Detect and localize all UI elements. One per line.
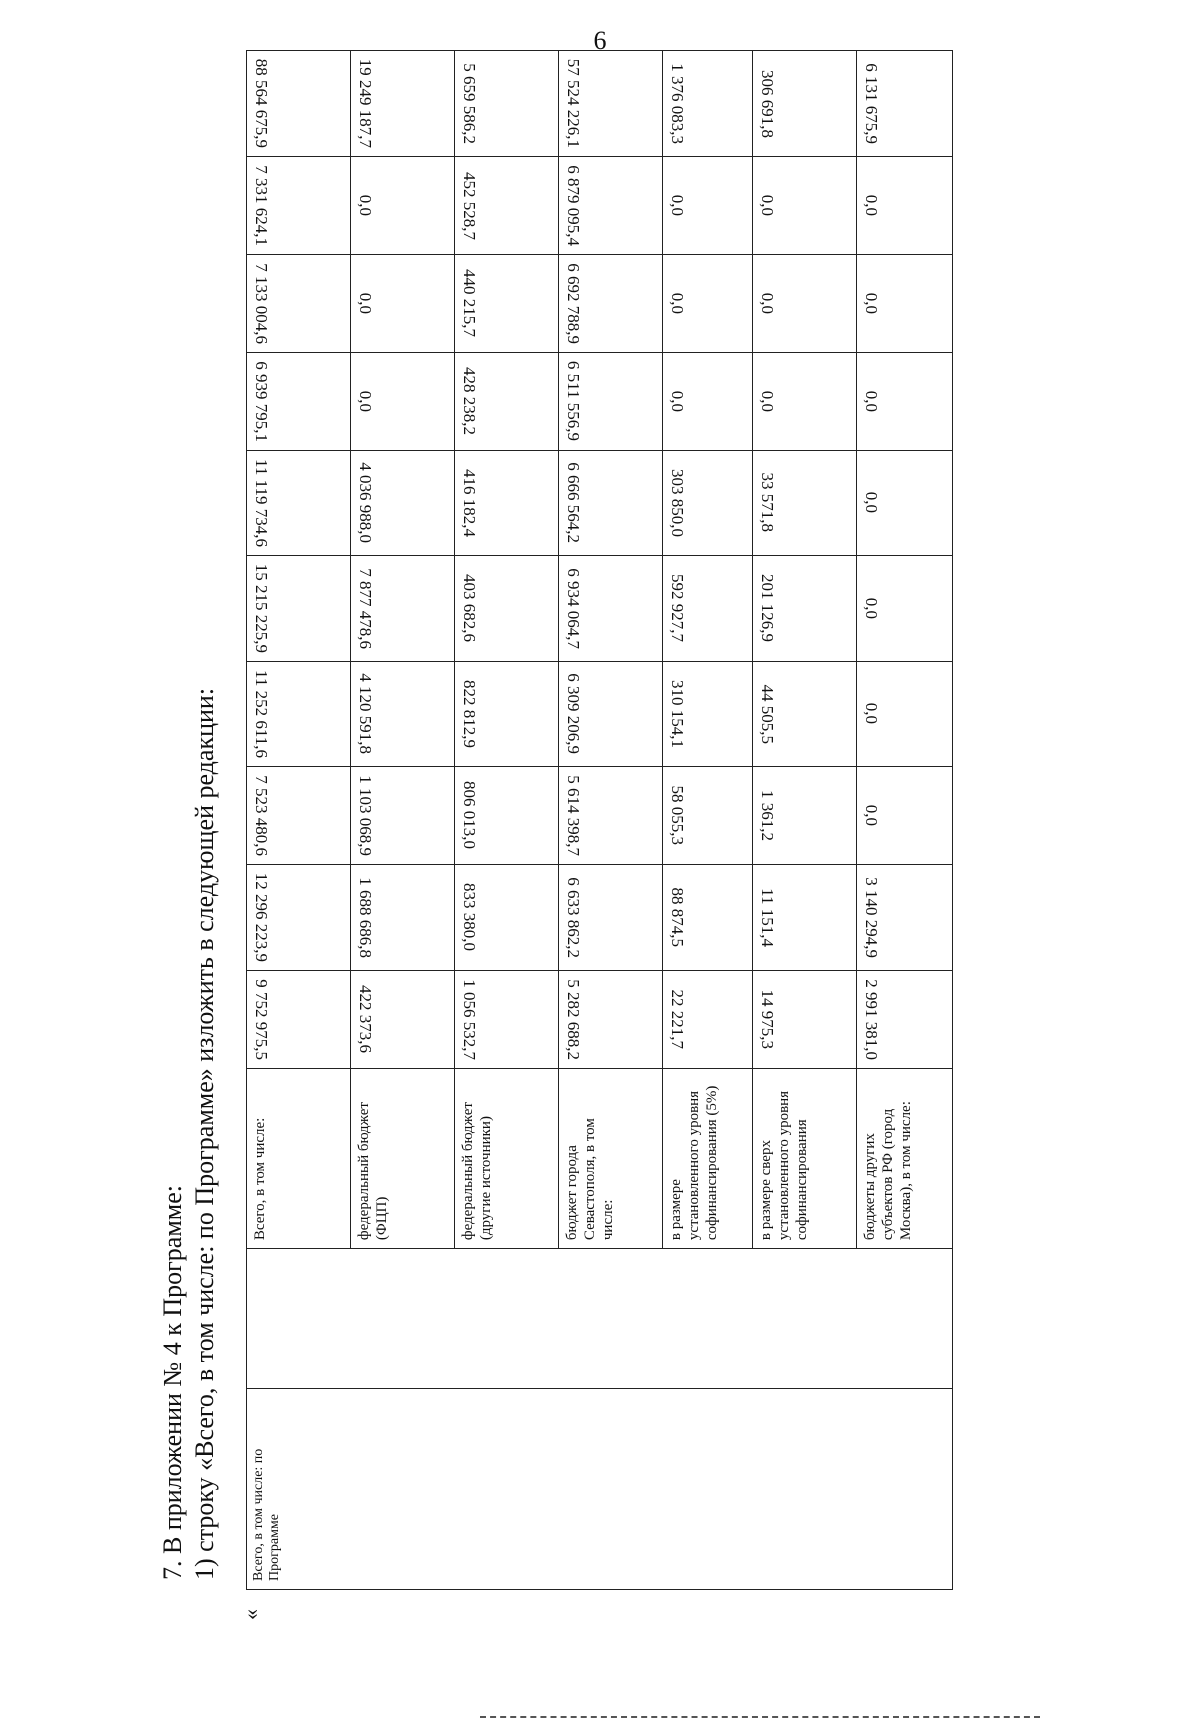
- value-text: 1 688 686,8: [356, 876, 375, 958]
- value-cell: [351, 51, 455, 157]
- value-text: 9 752 975,5: [252, 978, 271, 1060]
- value-text: 806 013,0: [460, 781, 479, 850]
- value-text: 2 991 381,0: [862, 978, 881, 1060]
- program-label-cell: Всего, в том числе: по Программе: [247, 1389, 953, 1590]
- row-label: бюджеты других субъектов РФ (город Москва), в том числе:: [857, 1068, 953, 1249]
- value-cell: [247, 51, 351, 157]
- value-text: 0,0: [862, 804, 881, 826]
- value-cell: [559, 352, 663, 450]
- value-text: 452 528,7: [460, 171, 479, 240]
- value-text: 7 331 624,1: [252, 165, 271, 247]
- value-text: 201 126,9: [758, 574, 777, 643]
- value-text: 19 249 187,7: [356, 59, 375, 149]
- value-cell: [247, 864, 351, 970]
- value-cell: [753, 864, 857, 970]
- value-cell: [559, 864, 663, 970]
- value-cell: [559, 450, 663, 555]
- value-text: 1 361,2: [758, 789, 777, 841]
- rotated-content: [158, 50, 1058, 1620]
- value-text: 6 879 095,4: [564, 165, 583, 247]
- row-label: Всего, в том числе:: [247, 1068, 351, 1249]
- value-text: 3 140 294,9: [862, 876, 881, 958]
- value-text: 5 614 398,7: [564, 774, 583, 856]
- value-cell: [857, 766, 953, 864]
- value-text: 303 850,0: [668, 468, 687, 537]
- value-text: 440 215,7: [460, 269, 479, 338]
- value-text: 592 927,7: [668, 574, 687, 643]
- value-cell: [663, 970, 753, 1068]
- value-cell: [559, 555, 663, 661]
- value-cell: [247, 766, 351, 864]
- value-cell: [753, 157, 857, 255]
- instruction-text: 1) строку «Всего, в том числе: по Программе» изложить в следующей редакции:: [190, 687, 219, 1580]
- value-cell: [351, 157, 455, 255]
- value-text: 310 154,1: [668, 679, 687, 748]
- value-text: 58 055,3: [668, 785, 687, 845]
- value-text: 0,0: [758, 292, 777, 315]
- value-cell: [351, 864, 455, 970]
- value-text: 6 934 064,7: [564, 567, 583, 649]
- value-cell: [455, 157, 559, 255]
- value-cell: [455, 450, 559, 555]
- value-text: 7 133 004,6: [252, 263, 271, 344]
- value-text: 5 659 586,2: [460, 63, 479, 145]
- value-text: 0,0: [668, 292, 687, 315]
- value-text: 0,0: [862, 597, 881, 619]
- value-text: 0,0: [668, 195, 687, 217]
- value-cell: [857, 51, 953, 157]
- footer-rule: [480, 1716, 1040, 1718]
- value-text: 0,0: [356, 292, 375, 315]
- value-cell: [857, 352, 953, 450]
- value-cell: [247, 450, 351, 555]
- value-text: 14 975,3: [758, 989, 777, 1049]
- value-cell: [559, 661, 663, 766]
- value-text: 11 252 611,6: [252, 669, 271, 758]
- value-text: 6 131 675,9: [862, 63, 881, 145]
- value-cell: [753, 51, 857, 157]
- value-cell: [351, 555, 455, 661]
- value-cell: [559, 255, 663, 353]
- value-cell: [351, 970, 455, 1068]
- row-label: в размере установленного уровня софинансирования (5%): [663, 1068, 753, 1249]
- value-cell: [753, 766, 857, 864]
- value-text: 57 524 226,1: [564, 59, 583, 149]
- value-cell: [753, 555, 857, 661]
- value-cell: [663, 555, 753, 661]
- value-text: 7 523 480,6: [252, 774, 271, 856]
- value-text: 0,0: [668, 390, 687, 412]
- value-text: 416 182,4: [460, 468, 479, 537]
- value-text: 0,0: [862, 703, 881, 725]
- row-label: бюджет города Севастополя, в том числе:: [559, 1068, 663, 1249]
- value-text: 11 119 734,6: [252, 458, 271, 547]
- value-text: 4 120 591,8: [356, 673, 375, 755]
- row-label: федеральный бюджет (другие источники): [455, 1068, 559, 1249]
- value-text: 7 877 478,6: [356, 567, 375, 649]
- value-text: 6 633 862,2: [564, 876, 583, 958]
- value-cell: [351, 661, 455, 766]
- value-text: 5 282 688,2: [564, 978, 583, 1060]
- value-text: 0,0: [862, 195, 881, 217]
- section-heading: 7. В приложении № 4 к Программе:: [158, 1185, 187, 1580]
- value-text: 88 874,5: [668, 887, 687, 947]
- value-cell: [351, 352, 455, 450]
- value-cell: [753, 661, 857, 766]
- value-cell: [663, 661, 753, 766]
- value-cell: [753, 970, 857, 1068]
- value-text: 88 564 675,9: [252, 59, 271, 149]
- value-text: 428 238,2: [460, 367, 479, 436]
- value-text: 0,0: [758, 390, 777, 412]
- value-text: 0,0: [356, 195, 375, 217]
- value-text: 0,0: [862, 491, 881, 514]
- value-text: 0,0: [758, 195, 777, 217]
- value-text: 1 376 083,3: [668, 63, 687, 145]
- value-text: 6 692 788,9: [564, 263, 583, 344]
- value-cell: [753, 255, 857, 353]
- value-text: 0,0: [862, 292, 881, 315]
- value-cell: [455, 51, 559, 157]
- value-cell: [455, 864, 559, 970]
- value-cell: [455, 352, 559, 450]
- value-cell: [247, 555, 351, 661]
- value-text: 12 296 223,9: [252, 872, 271, 962]
- value-cell: [455, 970, 559, 1068]
- value-cell: [559, 51, 663, 157]
- value-cell: [753, 450, 857, 555]
- value-cell: [247, 661, 351, 766]
- value-cell: [455, 555, 559, 661]
- opening-quote: «: [238, 1609, 263, 1620]
- value-cell: [857, 255, 953, 353]
- value-cell: [857, 661, 953, 766]
- value-cell: [663, 157, 753, 255]
- table-row: [247, 51, 351, 1590]
- value-cell: [247, 352, 351, 450]
- value-cell: [857, 450, 953, 555]
- value-text: 0,0: [356, 390, 375, 412]
- value-text: 6 666 564,2: [564, 462, 583, 543]
- value-text: 822 812,9: [460, 679, 479, 748]
- row-label: в размере сверх установленного уровня софинансирования: [753, 1068, 857, 1249]
- value-cell: [455, 661, 559, 766]
- value-cell: [663, 864, 753, 970]
- row-label: федеральный бюджет (ФЦП): [351, 1068, 455, 1249]
- value-text: 6 511 556,9: [564, 361, 583, 442]
- value-text: 306 691,8: [758, 69, 777, 138]
- value-cell: [455, 255, 559, 353]
- value-cell: [351, 450, 455, 555]
- value-cell: [559, 157, 663, 255]
- value-cell: [455, 766, 559, 864]
- value-text: 15 215 225,9: [252, 563, 271, 653]
- value-cell: [857, 555, 953, 661]
- value-text: 0,0: [862, 390, 881, 412]
- value-cell: [247, 255, 351, 353]
- value-cell: [663, 255, 753, 353]
- value-text: 1 103 068,9: [356, 774, 375, 856]
- value-text: 22 221,7: [668, 989, 687, 1049]
- empty-cell: [247, 1249, 953, 1389]
- value-cell: [559, 766, 663, 864]
- value-text: 6 309 206,9: [564, 673, 583, 755]
- value-text: 1 056 532,7: [460, 978, 479, 1060]
- value-text: 422 373,6: [356, 985, 375, 1054]
- value-cell: [351, 766, 455, 864]
- value-cell: [663, 352, 753, 450]
- value-text: 44 505,5: [758, 684, 777, 744]
- value-text: 403 682,6: [460, 574, 479, 643]
- value-cell: [247, 970, 351, 1068]
- value-text: 11 151,4: [758, 887, 777, 947]
- value-cell: [857, 970, 953, 1068]
- value-text: 6 939 795,1: [252, 360, 271, 442]
- value-cell: [753, 352, 857, 450]
- value-text: 833 380,0: [460, 883, 479, 952]
- page-number: 6: [593, 26, 607, 55]
- funding-table: [246, 50, 953, 1590]
- value-text: 4 036 988,0: [356, 462, 375, 543]
- value-cell: [857, 157, 953, 255]
- value-cell: [857, 864, 953, 970]
- value-cell: [663, 766, 753, 864]
- value-cell: [351, 255, 455, 353]
- value-cell: [663, 450, 753, 555]
- value-text: 33 571,8: [758, 472, 777, 533]
- value-cell: [559, 970, 663, 1068]
- value-cell: [663, 51, 753, 157]
- value-cell: [247, 157, 351, 255]
